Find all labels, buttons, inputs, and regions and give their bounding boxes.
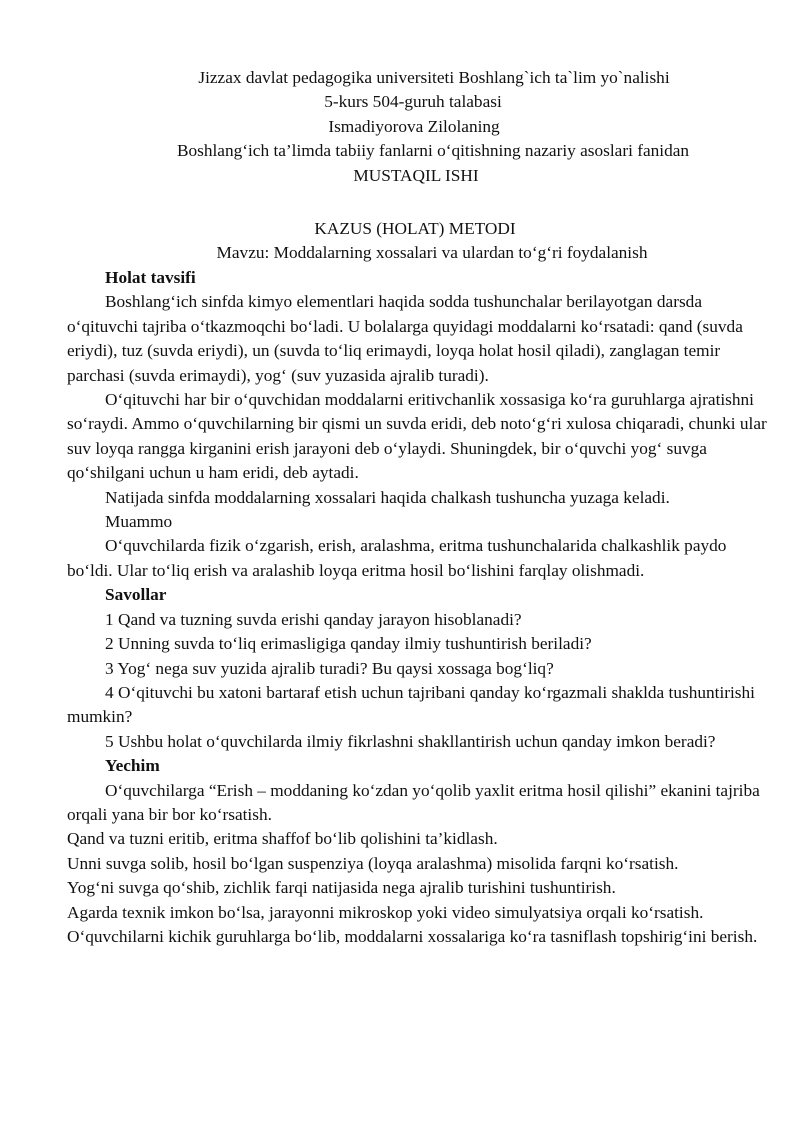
topic-line: Mavzu: Moddalarning xossalari va ulardan to‘g‘ri foydalanish — [216, 243, 648, 263]
solution-line: Yog‘ni suvga qo‘shib, zichlik farqi natijasida nega ajralib turishini tushuntirish. — [67, 878, 616, 898]
university-line: Jizzax davlat pedagogika universiteti Boshlang`ich ta`lim yo`nalishi — [198, 68, 670, 87]
solution-line: Agarda texnik imkon bo‘lsa, jarayonni mikroskop yoki video simulyatsiya orqali ko‘rsatish. — [67, 902, 704, 922]
problem-paragraph: O‘quvchilarda fizik o‘zgarish, erish, aralashma, eritma tushunchalarida chalkashlik paydo bo‘ldi. Ular to‘liq erish va aralashib loyqa eritma hosil bo‘lishini farqlay olishmadi. — [67, 536, 727, 580]
title-block — [0, 66, 800, 188]
case-paragraph-1: Boshlang‘ich sinfda kimyo elementlari haqida sodda tushunchalar berilayotgan darsda o‘qituvchi tajriba o‘tkazmoqchi bo‘ladi. U bolalarga quyidagi moddalarni ko‘rsatadi: qand (suvda eriydi), tuz (suvda eriydi), un (suvda to‘liq erimaydi, loyqa holat hosil qiladi), zanglagan temir parchasi (suvda erimaydi), yog‘ (suv yuzasida ajralib turadi). — [67, 292, 743, 385]
question-item: 4 O‘qituvchi bu xatoni bartaraf etish uchun tajribani qanday ko‘rgazmali shaklda tushuntirishi mumkin? — [67, 682, 755, 727]
student-name-line: Ismadiyorova Zilolaning — [328, 116, 500, 136]
question-item: 2 Unning suvda to‘liq erimasligiga qanday ilmiy tushuntirish beriladi? — [105, 634, 592, 654]
method-title: KAZUS (HOLAT) METODI — [314, 219, 516, 238]
solution-line: Unni suvga solib, hosil bo‘lgan suspenziya (loyqa aralashma) misolida farqni ko‘rsatish. — [67, 853, 679, 873]
solution-heading: Yechim — [105, 756, 160, 776]
work-type-line: MUSTAQIL ISHI — [353, 165, 479, 185]
solution-paragraph: O‘quvchilarga “Erish – moddaning ko‘zdan yo‘qolib yaxlit eritma hosil qilishi” ekanini tajriba orqali yana bir bor ko‘rsatish. — [67, 780, 760, 824]
case-paragraph-2: O‘qituvchi har bir o‘quvchidan moddalarni eritivchanlik xossasiga ko‘ra guruhlarga ajratishni so‘raydi. Ammo o‘quvchilarning bir qismi un suvda eridi, deb noto‘g‘ri xulosa chiqaradi, chunki ular suv loyqa rangga kirganini erish jarayoni deb o‘ylaydi. Shuningdek, bir o‘quvchi yog‘ suvga qo‘shilgani uchun u ham eridi, deb aytadi. — [67, 390, 767, 483]
problem-heading: Muammo — [105, 512, 173, 532]
question-item: 5 Ushbu holat o‘quvchilarda ilmiy fikrlashni shakllantirish uchun qanday imkon beradi? — [105, 731, 716, 751]
case-heading: Holat tavsifi — [105, 268, 196, 287]
document-body — [67, 266, 767, 949]
question-item: 3 Yog‘ nega suv yuzida ajralib turadi? Bu qaysi xossaga bog‘liq? — [105, 658, 554, 678]
case-paragraph-3: Natijada sinfda moddalarning xossalari haqida chalkash tushuncha yuzaga keladi. — [105, 487, 670, 507]
subject-line: Boshlang‘ich ta’limda tabiiy fanlarni o‘qitishning nazariy asoslari fanidan — [176, 141, 690, 161]
question-item: 1 Qand va tuzning suvda erishi qanday jarayon hisoblanadi? — [105, 609, 522, 629]
solution-line: O‘quvchilarni kichik guruhlarga bo‘lib, moddalarni xossalariga ko‘ra tasniflash topshirig‘ini berish. — [67, 926, 758, 946]
student-group-line: 5-kurs 504-guruh talabasi — [324, 92, 502, 112]
solution-line: Qand va tuzni eritib, eritma shaffof bo‘lib qolishini ta’kidlash. — [67, 829, 498, 849]
topic-block — [0, 217, 800, 266]
questions-heading: Savollar — [105, 585, 167, 605]
